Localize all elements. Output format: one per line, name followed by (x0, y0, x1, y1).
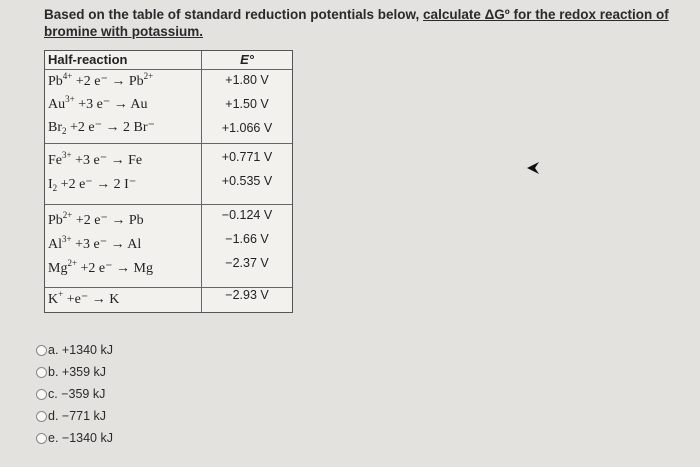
table-row (45, 70, 292, 144)
radio-d[interactable] (36, 411, 47, 422)
half-reaction: $Al^{3+} +3$ e⁻ → Al (48, 234, 142, 252)
potential-value: +0.771 V (221, 150, 273, 164)
potential-value: −2.37 V (225, 256, 269, 270)
half-reaction: $Mg^{2+} +2$ e⁻ → Mg (48, 258, 153, 276)
header-half-reaction: Half-reaction (45, 51, 202, 69)
half-reaction: K+ +e⁻ → K (48, 289, 120, 307)
half-reaction: $I_2 +2$ e⁻ → 2 I⁻ (48, 177, 137, 193)
half-reaction: $Br_2 +2$ e⁻ → 2 Br⁻ (48, 120, 155, 136)
reduction-potential-table (44, 50, 293, 313)
question-text (44, 6, 684, 40)
potential-cell (202, 205, 292, 287)
potential-cell (202, 70, 292, 143)
half-reaction-cell (45, 205, 202, 287)
header-potential: E° (240, 52, 254, 67)
potential-value: +1.80 V (225, 73, 269, 87)
radio-b[interactable] (36, 367, 47, 378)
potential-value: +1.066 V (221, 121, 273, 135)
answer-choices (36, 339, 113, 449)
potential-cell (202, 144, 292, 204)
half-reaction: $Pb^{4+} +2$ $e^- \to Pb^{2+}$ (48, 71, 154, 89)
choice-d[interactable] (36, 405, 113, 427)
radio-a[interactable] (36, 345, 47, 356)
choice-c[interactable] (36, 383, 113, 405)
potential-value: −0.124 V (221, 208, 273, 222)
half-reaction: $Fe^{3+} +3$ e⁻ → Fe (48, 150, 143, 168)
choice-b[interactable] (36, 361, 113, 383)
table-row (45, 288, 292, 312)
radio-e[interactable] (36, 433, 47, 444)
half-reaction-cell (45, 288, 202, 312)
choice-label: e. −1340 kJ (48, 431, 113, 445)
choice-label: d. −771 kJ (48, 409, 107, 423)
half-reaction: $Au^{3+} +3$ e⁻ → Au (48, 94, 148, 112)
radio-c[interactable] (36, 389, 47, 400)
half-reaction: $Pb^{2+} +2$ e⁻ → Pb (48, 210, 144, 228)
choice-e[interactable] (36, 427, 113, 449)
table-row (45, 144, 292, 205)
question-underlined: calculate ΔGº for the redox reaction of bromine with potassium. (44, 7, 669, 39)
choice-a[interactable] (36, 339, 113, 361)
table-row (45, 205, 292, 288)
potential-cell (202, 288, 292, 312)
potential-value: +1.50 V (225, 97, 269, 111)
choice-label: c. −359 kJ (48, 387, 106, 401)
half-reaction-cell (45, 144, 202, 204)
question-prefix: Based on the table of standard reduction potentials below, (44, 7, 424, 22)
choice-label: b. +359 kJ (48, 365, 107, 379)
potential-value: +0.535 V (221, 174, 273, 188)
potential-value: −1.66 V (225, 232, 269, 246)
half-reaction-cell (45, 70, 202, 143)
choice-label: a. +1340 kJ (48, 343, 113, 357)
potential-value: −2.93 V (225, 288, 269, 302)
mouse-cursor-icon (526, 161, 540, 175)
table-header (45, 51, 292, 70)
